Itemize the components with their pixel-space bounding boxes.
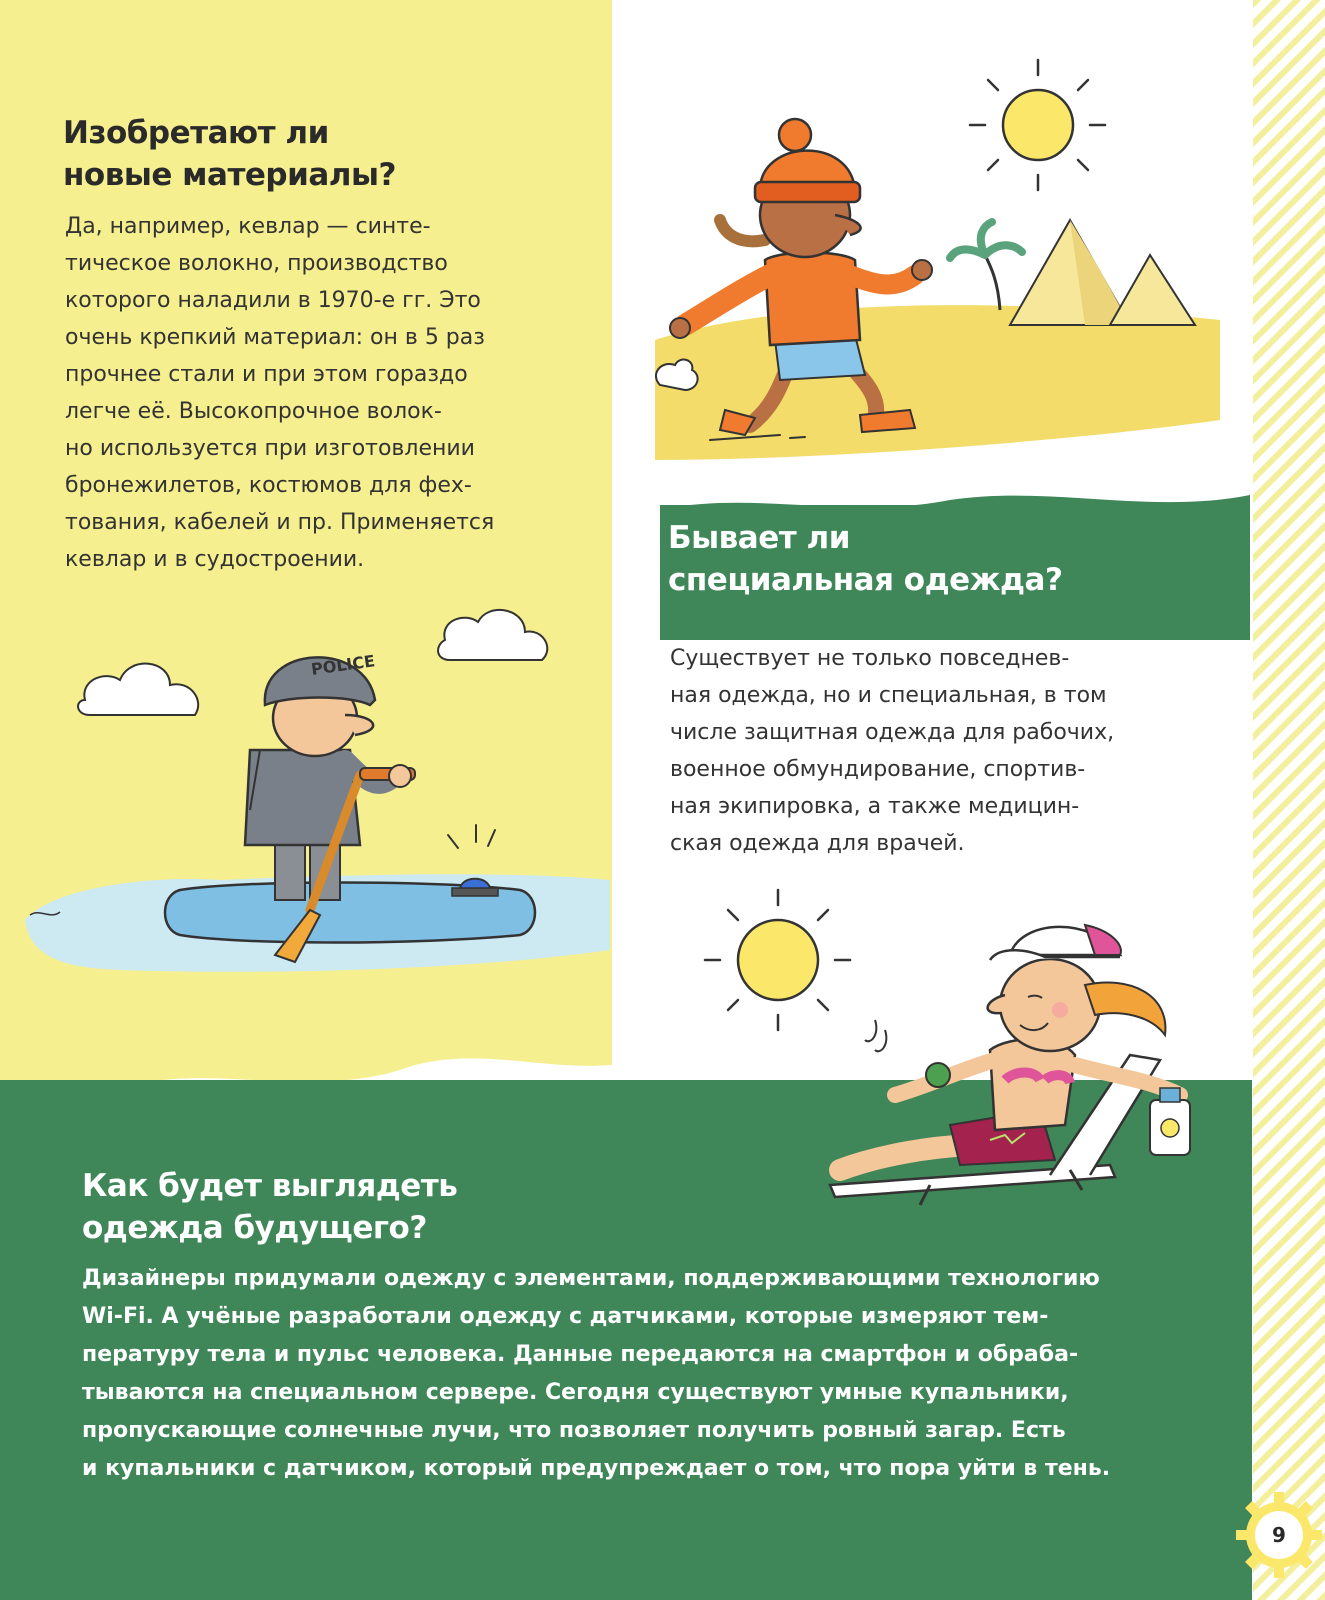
materials-title-line2: новые материалы?: [63, 157, 396, 193]
materials-line: тическое волокно, производство: [65, 251, 448, 276]
special-line: ская одежда для врачей.: [670, 831, 965, 856]
sunbather-illustration: [690, 885, 1250, 1235]
special-line: Существует не только повседнев-: [670, 646, 1070, 671]
materials-line: кевлар и в судостроении.: [65, 547, 365, 572]
materials-body: [65, 208, 494, 578]
special-title-line1: Бывает ли: [668, 520, 850, 556]
future-title-line1: Как будет выглядеть: [82, 1168, 458, 1204]
future-title: [82, 1165, 457, 1249]
materials-title: [63, 112, 396, 196]
materials-line: но используется при изготовлении: [65, 436, 475, 461]
materials-line: легче её. Высокопрочное волок-: [65, 399, 442, 424]
materials-line: бронежилетов, костюмов для фех-: [65, 473, 472, 498]
future-line: пературу тела и пульс человека. Данные передаются на смартфон и обраба-: [82, 1342, 1079, 1367]
special-line: ная экипировка, а также медицин-: [670, 794, 1080, 819]
special-title: [668, 517, 1062, 601]
future-line: Дизайнеры придумали одежду с элементами, поддерживающими технологию: [82, 1266, 1100, 1291]
page-number: 9: [1272, 1523, 1286, 1547]
page-number-badge: [1234, 1490, 1324, 1580]
future-line: Wi-Fi. А учёные разработали одежду с датчиками, которые измеряют тем-: [82, 1304, 1049, 1329]
special-body: [670, 640, 1114, 862]
future-line: пропускающие солнечные лучи, что позволяет получить ровный загар. Есть: [82, 1418, 1066, 1443]
helmet-label: POLICE: [309, 651, 377, 679]
materials-line: очень крепкий материал: он в 5 раз: [65, 325, 485, 350]
future-line: и купальники с датчиком, который предупреждает о том, что пора уйти в тень.: [82, 1456, 1111, 1481]
materials-title-line1: Изобретают ли: [63, 115, 329, 151]
future-body: [82, 1260, 1110, 1488]
materials-line: Да, например, кевлар — синте-: [65, 214, 431, 239]
special-title-line2: специальная одежда?: [668, 562, 1063, 598]
materials-line: тования, кабелей и пр. Применяется: [65, 510, 495, 535]
decorative-stripe-border: [1253, 0, 1325, 1600]
special-line: числе защитная одежда для рабочих,: [670, 720, 1115, 745]
materials-line: которого наладили в 1970-е гг. Это: [65, 288, 481, 313]
police-paddleboard-illustration: [20, 590, 620, 1010]
future-title-line2: одежда будущего?: [82, 1210, 427, 1246]
future-line: тываются на специальном сервере. Сегодня существуют умные купальники,: [82, 1380, 1069, 1405]
special-line: ная одежда, но и специальная, в том: [670, 683, 1107, 708]
desert-runner-illustration: [630, 40, 1230, 480]
materials-line: прочнее стали и при этом гораздо: [65, 362, 468, 387]
special-line: военное обмундирование, спортив-: [670, 757, 1086, 782]
